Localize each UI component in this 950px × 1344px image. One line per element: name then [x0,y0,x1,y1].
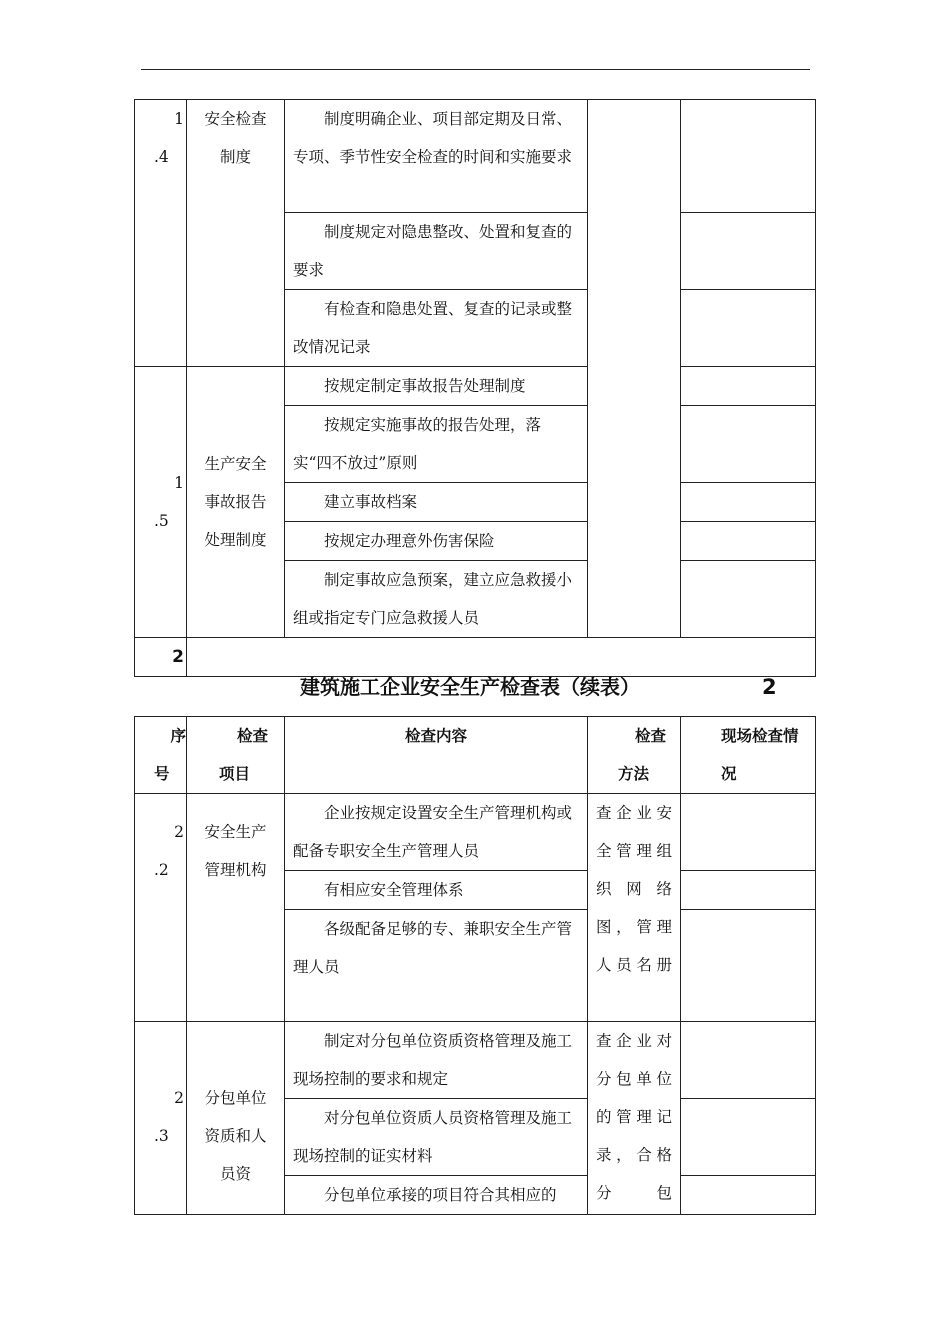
site-check-cell[interactable] [681,406,816,483]
content-cell: 按规定制定事故报告处理制度 [285,367,588,406]
content-cell: 制定对分包单位资质资格管理及施工现场控制的要求和规定 [285,1022,588,1099]
header-check-method: 检查 方法 [588,717,681,794]
content-cell: 按规定办理意外伤害保险 [285,522,588,561]
page-title: 建筑施工企业安全生产检查表（续表） [300,675,640,699]
item-subcontractor-qualification: 分包单位资质和人员资 [187,1022,285,1215]
method-cell [588,100,681,638]
content-cell: 制度规定对隐患整改、处置和复查的要求 [285,213,588,290]
site-check-cell[interactable] [681,213,816,290]
header-check-item: 检查 项目 [187,717,285,794]
site-check-cell[interactable] [681,367,816,406]
site-check-cell[interactable] [681,100,816,213]
site-check-cell[interactable] [681,522,816,561]
item-safety-inspection-system: 安全检查制度 [187,100,285,367]
method-cell: 查企业对分包单位的管理记录，合格分包 [588,1022,681,1215]
row-number-1-4: 1 .4 [135,100,187,367]
header-rule [141,69,810,70]
method-cell: 查企业安全管理组织网络图，管理人员名册 [588,794,681,1022]
safety-check-table-part1 [134,99,816,677]
row-number-2-2: 2 .2 [135,794,187,1022]
safety-check-table-part2 [134,716,816,1215]
site-check-cell[interactable] [681,561,816,638]
site-check-cell[interactable] [681,1176,816,1215]
content-cell: 有检查和隐患处置、复查的记录或整改情况记录 [285,290,588,367]
page-number: 2 [762,675,777,699]
content-cell: 分包单位承接的项目符合其相应的 [285,1176,588,1215]
site-check-cell[interactable] [681,910,816,1022]
content-cell: 企业按规定设置安全生产管理机构或配备专职安全生产管理人员 [285,794,588,871]
site-check-cell[interactable] [681,871,816,910]
section-2-label: 2 [135,638,187,677]
content-cell: 对分包单位资质人员资格管理及施工现场控制的证实材料 [285,1099,588,1176]
header-site-check: 现场检查情况 [681,717,816,794]
row-number-2-3: 2 .3 [135,1022,187,1215]
site-check-cell[interactable] [681,1099,816,1176]
header-check-content: 检查内容 [285,717,588,794]
item-safety-management-organization: 安全生产管理机构 [187,794,285,1022]
content-cell: 按规定实施事故的报告处理，落实“四不放过”原则 [285,406,588,483]
content-cell: 制度明确企业、项目部定期及日常、专项、季节性安全检查的时间和实施要求 [285,100,588,213]
content-cell: 有相应安全管理体系 [285,871,588,910]
site-check-cell[interactable] [681,290,816,367]
row-number-1-5: 1 .5 [135,367,187,638]
item-accident-report-system: 生产安全事故报告处理制度 [187,367,285,638]
content-cell: 建立事故档案 [285,483,588,522]
site-check-cell[interactable] [681,794,816,871]
header-serial-number: 序 号 [135,717,187,794]
content-cell: 制定事故应急预案，建立应急救援小组或指定专门应急救援人员 [285,561,588,638]
site-check-cell[interactable] [681,483,816,522]
content-cell: 各级配备足够的专、兼职安全生产管理人员 [285,910,588,1022]
site-check-cell[interactable] [681,1022,816,1099]
section-2-heading-cell [187,638,816,677]
